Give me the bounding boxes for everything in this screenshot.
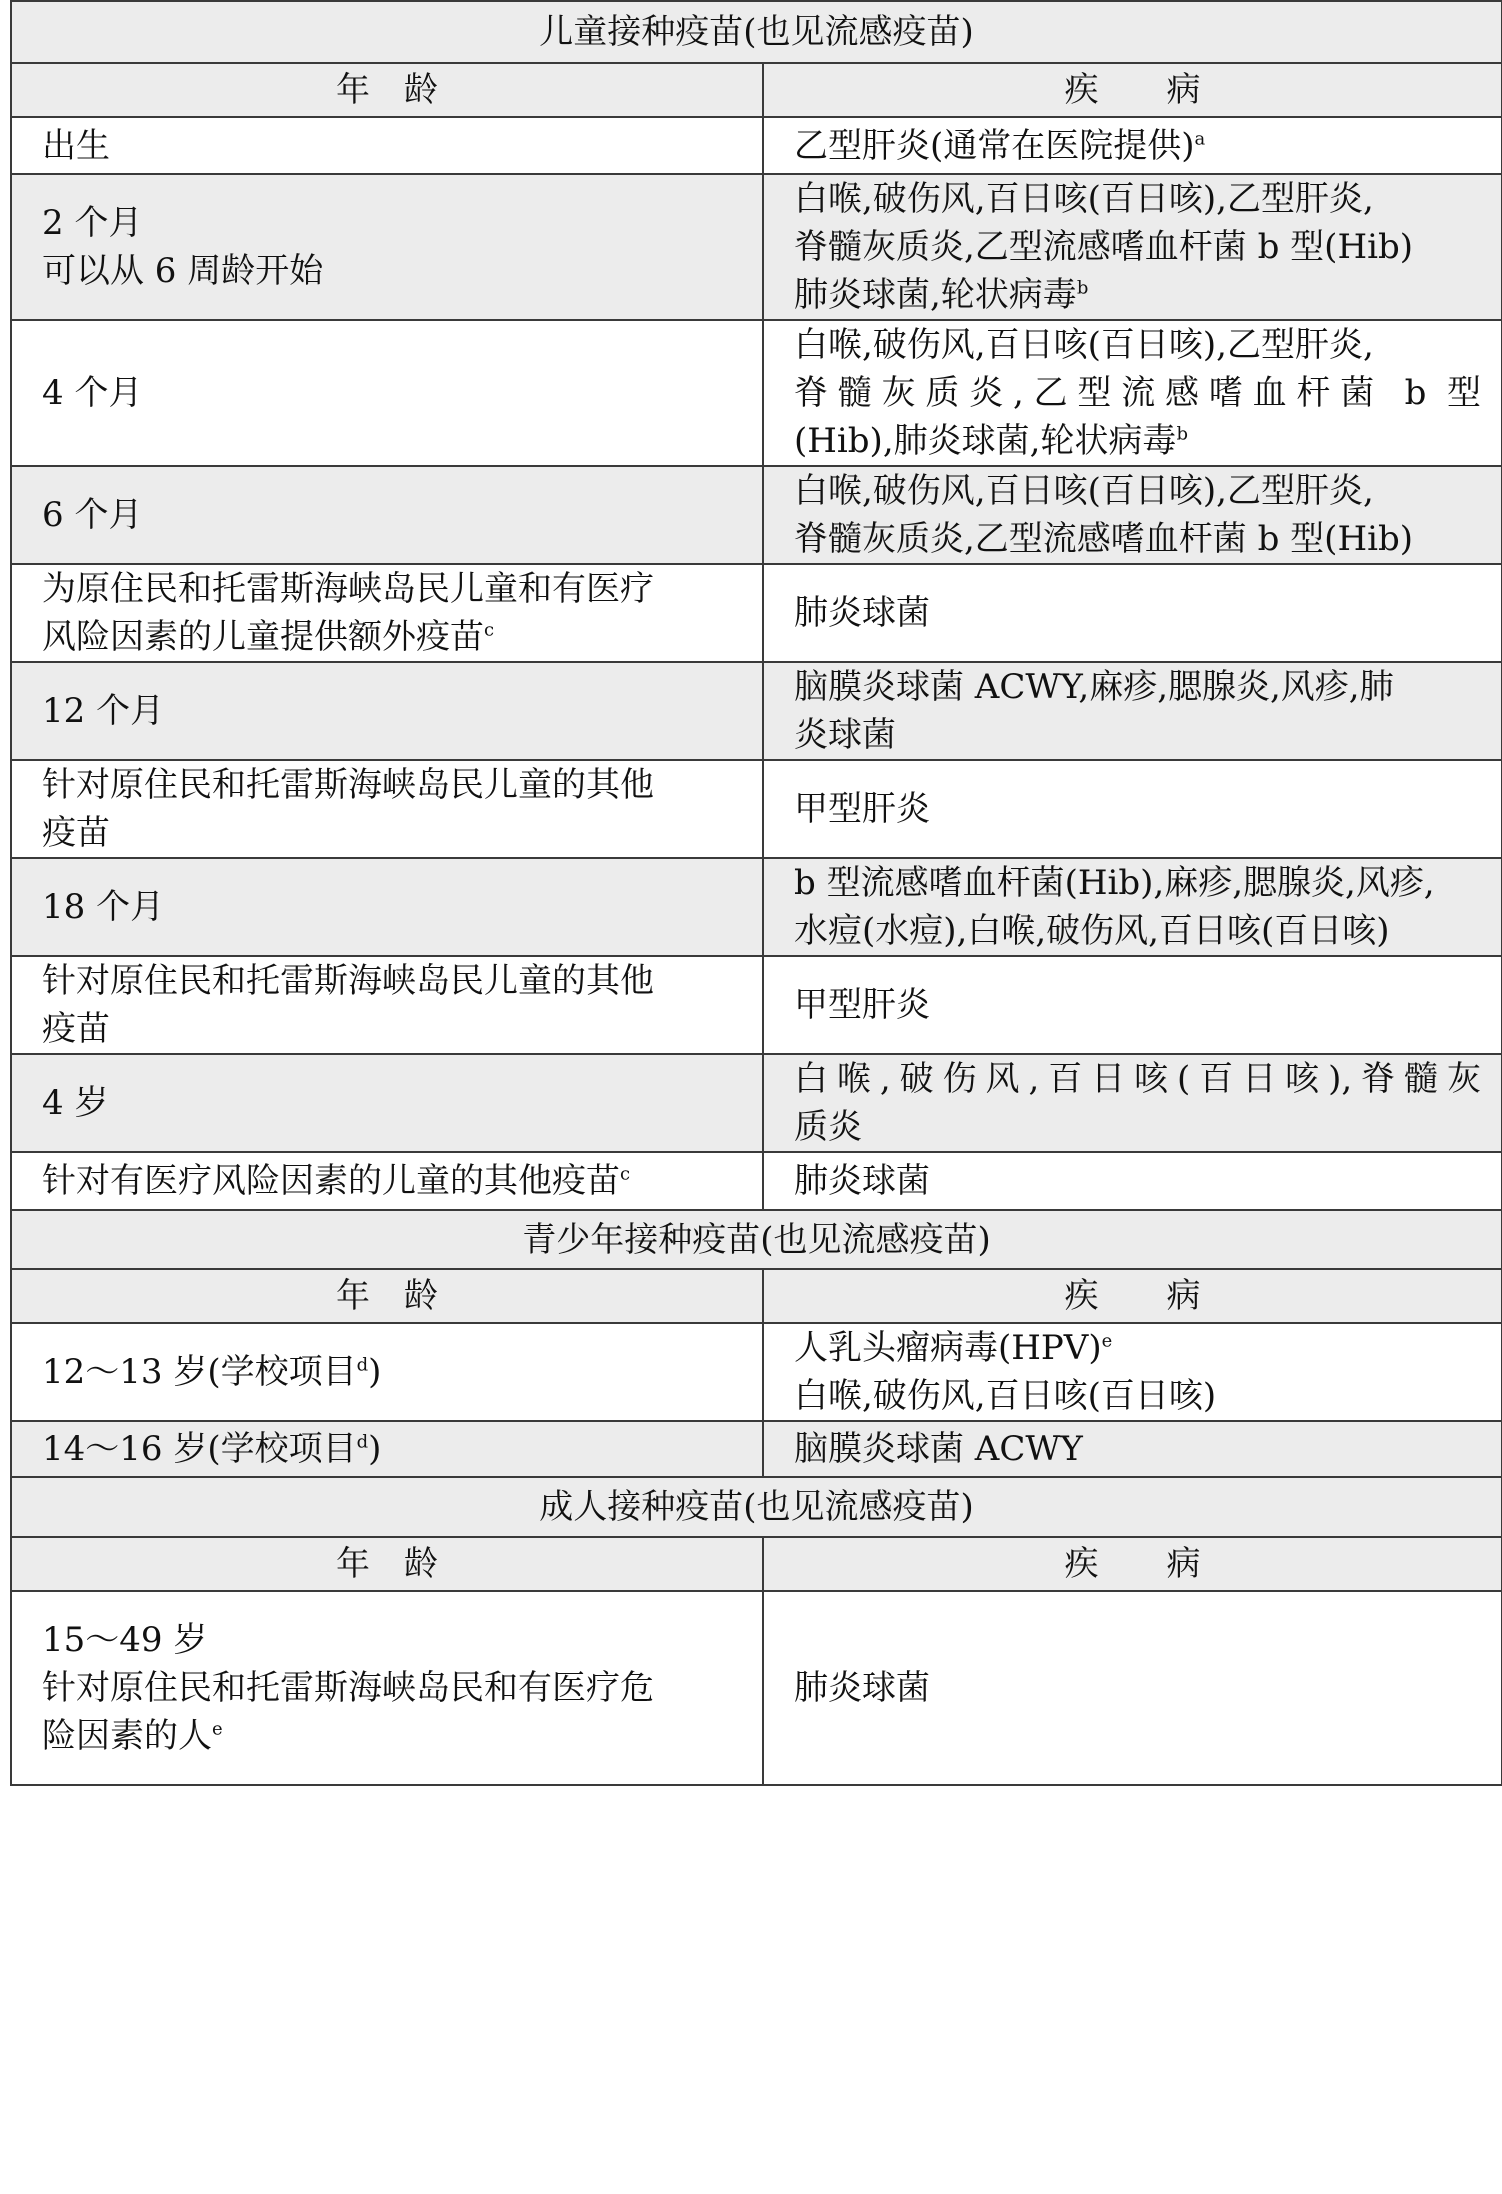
age-cell: 出生 bbox=[11, 117, 763, 174]
table-row bbox=[11, 1591, 1502, 1785]
age-cell: 4 岁 bbox=[11, 1054, 763, 1152]
disease-column-header: 疾 病 bbox=[763, 1537, 1502, 1591]
section-title-row bbox=[11, 1210, 1502, 1269]
table-row bbox=[11, 1421, 1502, 1477]
vaccination-schedule bbox=[10, 0, 1501, 1786]
disease-cell: b 型流感嗜血杆菌(Hib),麻疹,腮腺炎,风疹, 水痘(水痘),白喉,破伤风,百日咳(百日咳) bbox=[763, 858, 1502, 956]
disease-column-header: 疾 病 bbox=[763, 63, 1502, 117]
table-row bbox=[11, 466, 1502, 564]
age-cell: 针对原住民和托雷斯海峡岛民儿童的其他 疫苗 bbox=[11, 956, 763, 1054]
age-column-header: 年 龄 bbox=[11, 63, 763, 117]
age-column-header: 年 龄 bbox=[11, 1269, 763, 1323]
vaccination-table bbox=[10, 0, 1502, 1786]
age-cell: 18 个月 bbox=[11, 858, 763, 956]
table-row bbox=[11, 662, 1502, 760]
disease-cell: 肺炎球菌 bbox=[763, 1591, 1502, 1785]
age-cell: 12 个月 bbox=[11, 662, 763, 760]
section-title-row bbox=[11, 1477, 1502, 1537]
disease-cell: 肺炎球菌 bbox=[763, 564, 1502, 662]
table-row bbox=[11, 174, 1502, 320]
table-row bbox=[11, 1054, 1502, 1152]
age-cell: 14～16 岁(学校项目$^d$) bbox=[11, 1421, 763, 1477]
disease-column-header: 疾 病 bbox=[763, 1269, 1502, 1323]
disease-cell: 白喉,破伤风,百日咳(百日咳),乙型肝炎, 脊髓灰质炎,乙型流感嗜血杆菌 b 型 (Hib),肺炎球菌,轮状病毒$^b$ bbox=[763, 320, 1502, 466]
disease-cell: 白喉,破伤风,百日咳(百日咳),乙型肝炎, 脊髓灰质炎,乙型流感嗜血杆菌 b 型(Hib) bbox=[763, 466, 1502, 564]
disease-cell: 肺炎球菌 bbox=[763, 1152, 1502, 1210]
table-row bbox=[11, 564, 1502, 662]
table-row bbox=[11, 760, 1502, 858]
disease-cell: 白喉,破伤风,百日咳(百日咳),脊髓灰 质炎 bbox=[763, 1054, 1502, 1152]
age-column-header: 年 龄 bbox=[11, 1537, 763, 1591]
age-cell: 针对有医疗风险因素的儿童的其他疫苗$^c$ bbox=[11, 1152, 763, 1210]
table-row bbox=[11, 858, 1502, 956]
column-header-row bbox=[11, 1537, 1502, 1591]
table-row bbox=[11, 320, 1502, 466]
column-header-row bbox=[11, 63, 1502, 117]
disease-cell: 白喉,破伤风,百日咳(百日咳),乙型肝炎, 脊髓灰质炎,乙型流感嗜血杆菌 b 型(Hib) 肺炎球菌,轮状病毒$^b$ bbox=[763, 174, 1502, 320]
disease-cell: 乙型肝炎(通常在医院提供)$^a$ bbox=[763, 117, 1502, 174]
disease-cell: 人乳头瘤病毒(HPV)$^e$ 白喉,破伤风,百日咳(百日咳) bbox=[763, 1323, 1502, 1421]
table-row bbox=[11, 1323, 1502, 1421]
age-cell: 2 个月 可以从 6 周龄开始 bbox=[11, 174, 763, 320]
disease-cell: 脑膜炎球菌 ACWY bbox=[763, 1421, 1502, 1477]
section-title: 儿童接种疫苗(也见流感疫苗) bbox=[11, 1, 1502, 63]
age-cell: 针对原住民和托雷斯海峡岛民儿童的其他 疫苗 bbox=[11, 760, 763, 858]
age-cell: 4 个月 bbox=[11, 320, 763, 466]
disease-cell: 甲型肝炎 bbox=[763, 760, 1502, 858]
disease-cell: 甲型肝炎 bbox=[763, 956, 1502, 1054]
disease-cell: 脑膜炎球菌 ACWY,麻疹,腮腺炎,风疹,肺 炎球菌 bbox=[763, 662, 1502, 760]
table-row bbox=[11, 1152, 1502, 1210]
column-header-row bbox=[11, 1269, 1502, 1323]
age-cell: 为原住民和托雷斯海峡岛民儿童和有医疗 风险因素的儿童提供额外疫苗$^c$ bbox=[11, 564, 763, 662]
age-cell: 6 个月 bbox=[11, 466, 763, 564]
table-row bbox=[11, 117, 1502, 174]
section-title-row bbox=[11, 1, 1502, 63]
section-title: 青少年接种疫苗(也见流感疫苗) bbox=[11, 1210, 1502, 1269]
age-cell: 12～13 岁(学校项目$^d$) bbox=[11, 1323, 763, 1421]
age-cell: 15～49 岁 针对原住民和托雷斯海峡岛民和有医疗危 险因素的人$^e$ bbox=[11, 1591, 763, 1785]
section-title: 成人接种疫苗(也见流感疫苗) bbox=[11, 1477, 1502, 1537]
table-row bbox=[11, 956, 1502, 1054]
